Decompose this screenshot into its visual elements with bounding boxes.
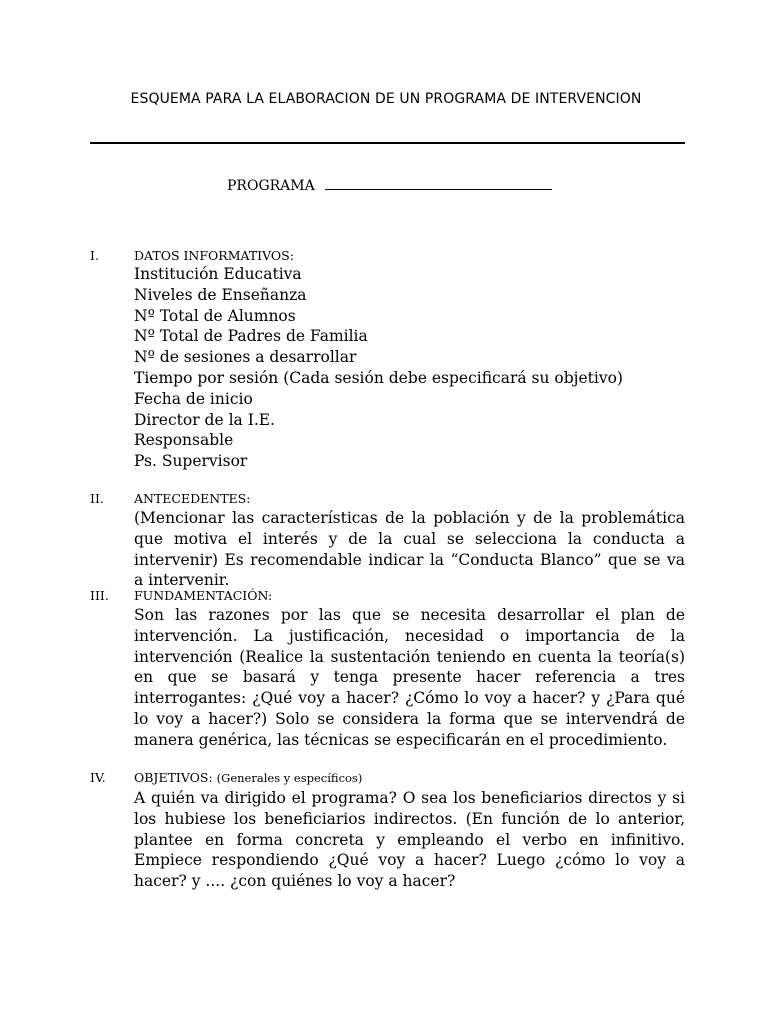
section-numeral: IV. [90,770,106,785]
list-item: Nº Total de Alumnos [134,306,296,325]
section-body: A quién va dirigido el programa? O sea los beneficiarios directos y si los hubiese los beneficiarios indirectos. (En función de lo anterior, plantee en forma concreta y empleando el verbo en infinitivo. Empiece respondiendo ¿Qué voy a hacer? Luego ¿cómo lo voy a hacer? y .... ¿con quiénes lo voy a hacer? [134,789,685,891]
programa-label: PROGRAMA [227,178,315,194]
section-body: (Mencionar las características de la población y de la problemática que motiva el interés y de la cual se selecciona la conducta a intervenir) Es recomendable indicar la “Conducta Blanco” que se va a intervenir. [134,509,685,590]
list-item: Niveles de Enseñanza [134,285,307,304]
list-item: Director de la I.E. [134,410,275,429]
section-numeral: III. [90,588,109,603]
section-numeral: I. [90,248,99,263]
list-item: Tiempo por sesión (Cada sesión debe especificará su objetivo) [134,368,623,387]
list-item: Responsable [134,431,234,450]
programa-blank-line [325,175,552,190]
list-item: Institución Educativa [134,265,302,283]
title-divider [90,142,685,144]
datos-list [134,264,623,472]
programa-field [227,175,552,194]
section-heading [134,770,362,785]
section-heading: FUNDAMENTACIÓN: [134,588,273,603]
section-numeral: II. [90,491,104,506]
list-item: Nº de sesiones a desarrollar [134,348,357,367]
list-item: Ps. Supervisor [134,452,248,471]
document-title: ESQUEMA PARA LA ELABORACION DE UN PROGRAMA DE INTERVENCION [130,91,642,107]
section-heading-main: OBJETIVOS: [134,770,213,785]
list-item: Fecha de inicio [134,389,253,408]
section-body: Son las razones por las que se necesita desarrollar el plan de intervención. La justificación, necesidad o importancia de la intervención (Realice la sustentación teniendo en cuenta la teoría(s) en que se basará y tenga presente hacer referencia a tres interrogantes: ¿Qué voy a hacer? ¿Cómo lo voy a hacer? y ¿Para qué lo voy a hacer?) Solo se considera la forma que se intervendrá de manera genérica, las técnicas se especificarán en el procedimiento. [134,606,685,749]
list-item: Nº Total de Padres de Familia [134,327,368,346]
section-heading: ANTECEDENTES: [134,491,251,506]
section-heading: DATOS INFORMATIVOS: [134,248,294,263]
section-heading-sub: (Generales y específicos) [216,771,363,785]
